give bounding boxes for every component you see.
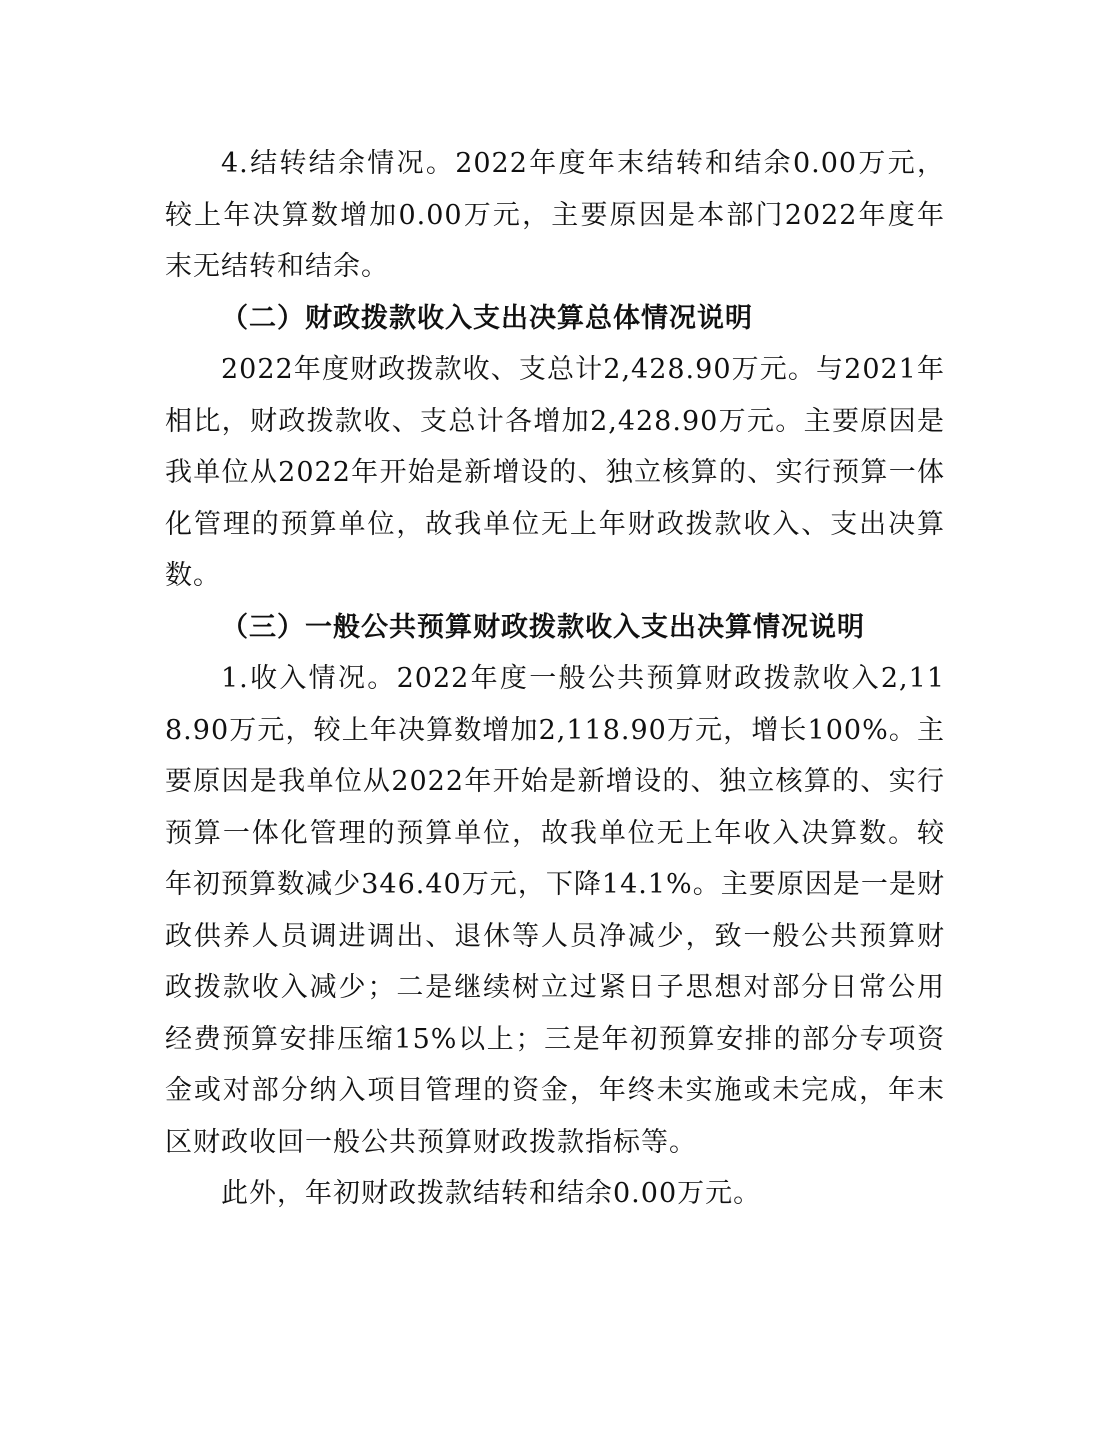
section-heading-3: （三）一般公共预算财政拨款收入支出决算情况说明	[221, 611, 865, 643]
paragraph-fiscal-appropriation-overview: 2022年度财政拨款收、支总计2,428.90万元。与2021年相比，财政拨款收、支总计各增加2,428.90万元。主要原因是我单位从2022年开始是新增设的、独立核算的、实行预算一体化管理的预算单位，故我单位无上年财政拨款收入、支出决算数。	[165, 354, 945, 591]
paragraph-additional-note: 此外，年初财政拨款结转和结余0.00万元。	[221, 1178, 762, 1209]
paragraph-carryover-balance: 4.结转结余情况。2022年度年末结转和结余0.00万元，较上年决算数增加0.00万元，主要原因是本部门2022年度年末无结转和结余。	[165, 148, 945, 282]
section-heading-2: （二）财政拨款收入支出决算总体情况说明	[221, 302, 753, 334]
paragraph-income-situation: 1.收入情况。2022年度一般公共预算财政拨款收入2,118.90万元，较上年决算数增加2,118.90万元，增长100%。主要原因是我单位从2022年开始是新增设的、独立核算的、实行预算一体化管理的预算单位，故我单位无上年收入决算数。较年初预算数减少346.40万元，下降14.1%。主要原因是一是财政供养人员调进调出、退休等人员净减少，致一般公共预算财政拨款收入减少；二是继续树立过紧日子思想对部分日常公用经费预算安排压缩15%以上；三是年初预算安排的部分专项资金或对部分纳入项目管理的资金，年终未实施或未完成，年末区财政收回一般公共预算财政拨款指标等。	[165, 663, 945, 1158]
document-body	[165, 138, 945, 1220]
